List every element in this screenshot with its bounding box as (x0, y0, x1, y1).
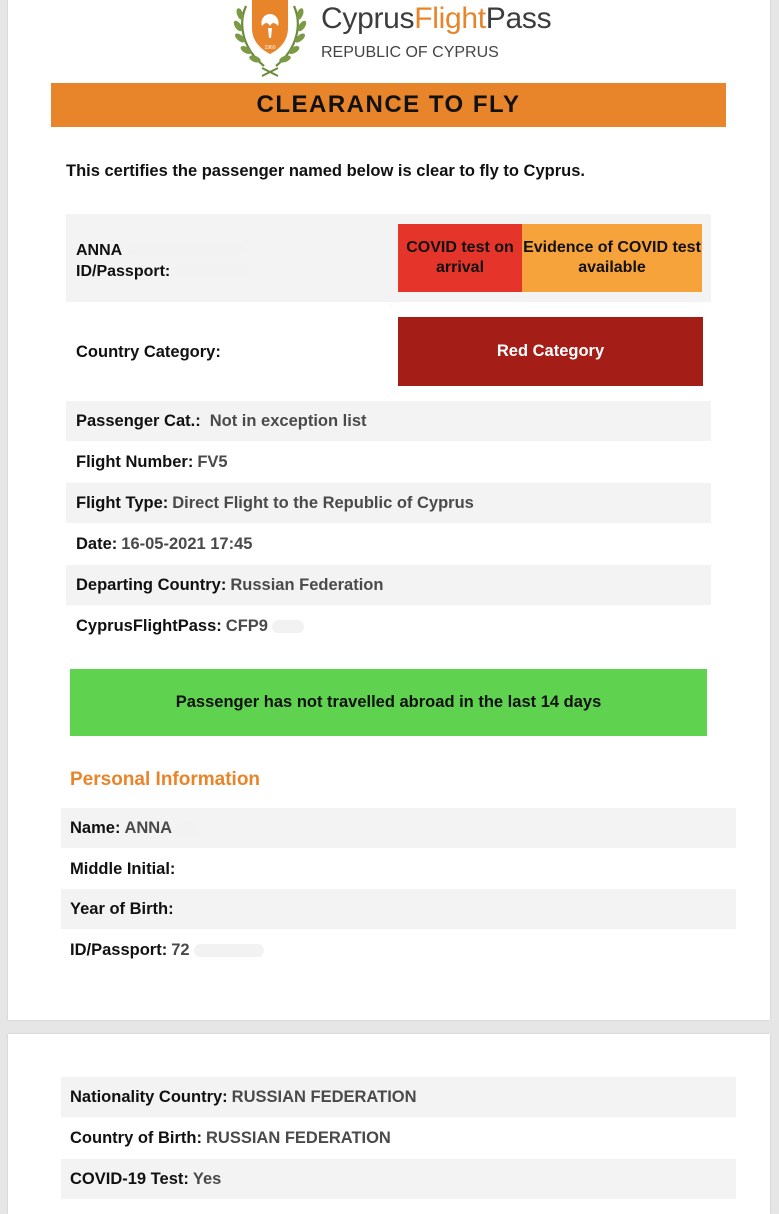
brand-part-2: Flight (414, 2, 486, 35)
passenger-id-box (66, 214, 711, 302)
row-label: ID/Passport: (70, 940, 168, 959)
certificate-page-1 (8, 0, 770, 1020)
row-label: CyprusFlightPass: (76, 616, 222, 635)
travel-history-notice: Passenger has not travelled abroad in the last 14 days (70, 669, 707, 736)
brand-part-3: Pass (485, 2, 552, 35)
emblem-year: 1960 (264, 45, 276, 51)
certificate-page-2 (8, 1034, 770, 1214)
evidence-badge: Evidence of COVID test available (522, 224, 702, 292)
country-category-badge: Red Category (398, 317, 703, 386)
personal-info-heading: Personal Information (70, 769, 261, 790)
flightpass-code-row (66, 606, 711, 646)
redacted-passport (174, 263, 248, 276)
row-label: Year of Birth: (70, 899, 174, 918)
country-of-birth-row (61, 1118, 736, 1158)
row-label: Passenger Cat.: (76, 411, 201, 430)
row-value: Not in exception list (209, 411, 367, 430)
row-value: 72 (171, 940, 190, 959)
middle-initial-row (61, 849, 736, 889)
passenger-id-label: ID/Passport: (76, 263, 171, 280)
row-label: Flight Number: (76, 452, 194, 471)
passenger-category-row (66, 401, 711, 441)
year-of-birth-row (61, 889, 736, 929)
clearance-banner: CLEARANCE TO FLY (51, 83, 726, 127)
redacted-surname (126, 242, 244, 255)
country-category-label: Country Category: (76, 343, 221, 361)
covid-test-row (61, 1159, 736, 1199)
redacted-code (272, 620, 304, 633)
row-label: Middle Initial: (70, 859, 176, 878)
flight-type-row (66, 483, 711, 523)
redacted-passport (194, 944, 264, 957)
covid-test-badge: COVID test on arrival (398, 224, 522, 292)
row-label: Date: (76, 534, 118, 553)
nationality-row (61, 1077, 736, 1117)
date-row (66, 524, 711, 564)
departing-country-row (66, 565, 711, 605)
row-value: Yes (192, 1169, 222, 1188)
personal-name-row (61, 808, 736, 848)
row-value: CFP9 (225, 616, 268, 635)
row-value: RUSSIAN FEDERATION (205, 1128, 391, 1147)
row-value: ANNA (124, 818, 173, 837)
row-label: Departing Country: (76, 575, 227, 594)
redacted-surname (176, 822, 198, 835)
passenger-id-block (76, 240, 248, 282)
row-value: RUSSIAN FEDERATION (231, 1087, 417, 1106)
row-label: Flight Type: (76, 493, 169, 512)
flight-number-row (66, 442, 711, 482)
row-value: Direct Flight to the Republic of Cyprus (172, 493, 474, 512)
cyprus-emblem-logo (224, 0, 316, 78)
row-value: Russian Federation (230, 575, 384, 594)
certify-statement: This certifies the passenger named below is clear to fly to Cyprus. (66, 162, 585, 180)
row-value: FV5 (197, 452, 228, 471)
passenger-name: ANNA (76, 242, 123, 259)
row-label: COVID-19 Test: (70, 1169, 189, 1188)
brand-subtitle: REPUBLIC OF CYPRUS (321, 44, 499, 61)
row-label: Name: (70, 818, 121, 837)
brand-part-1: Cyprus (321, 2, 415, 35)
personal-passport-row (61, 930, 736, 970)
row-label: Country of Birth: (70, 1128, 202, 1147)
row-label: Nationality Country: (70, 1087, 228, 1106)
row-value: 16-05-2021 17:45 (121, 534, 253, 553)
brand-title (321, 2, 551, 36)
